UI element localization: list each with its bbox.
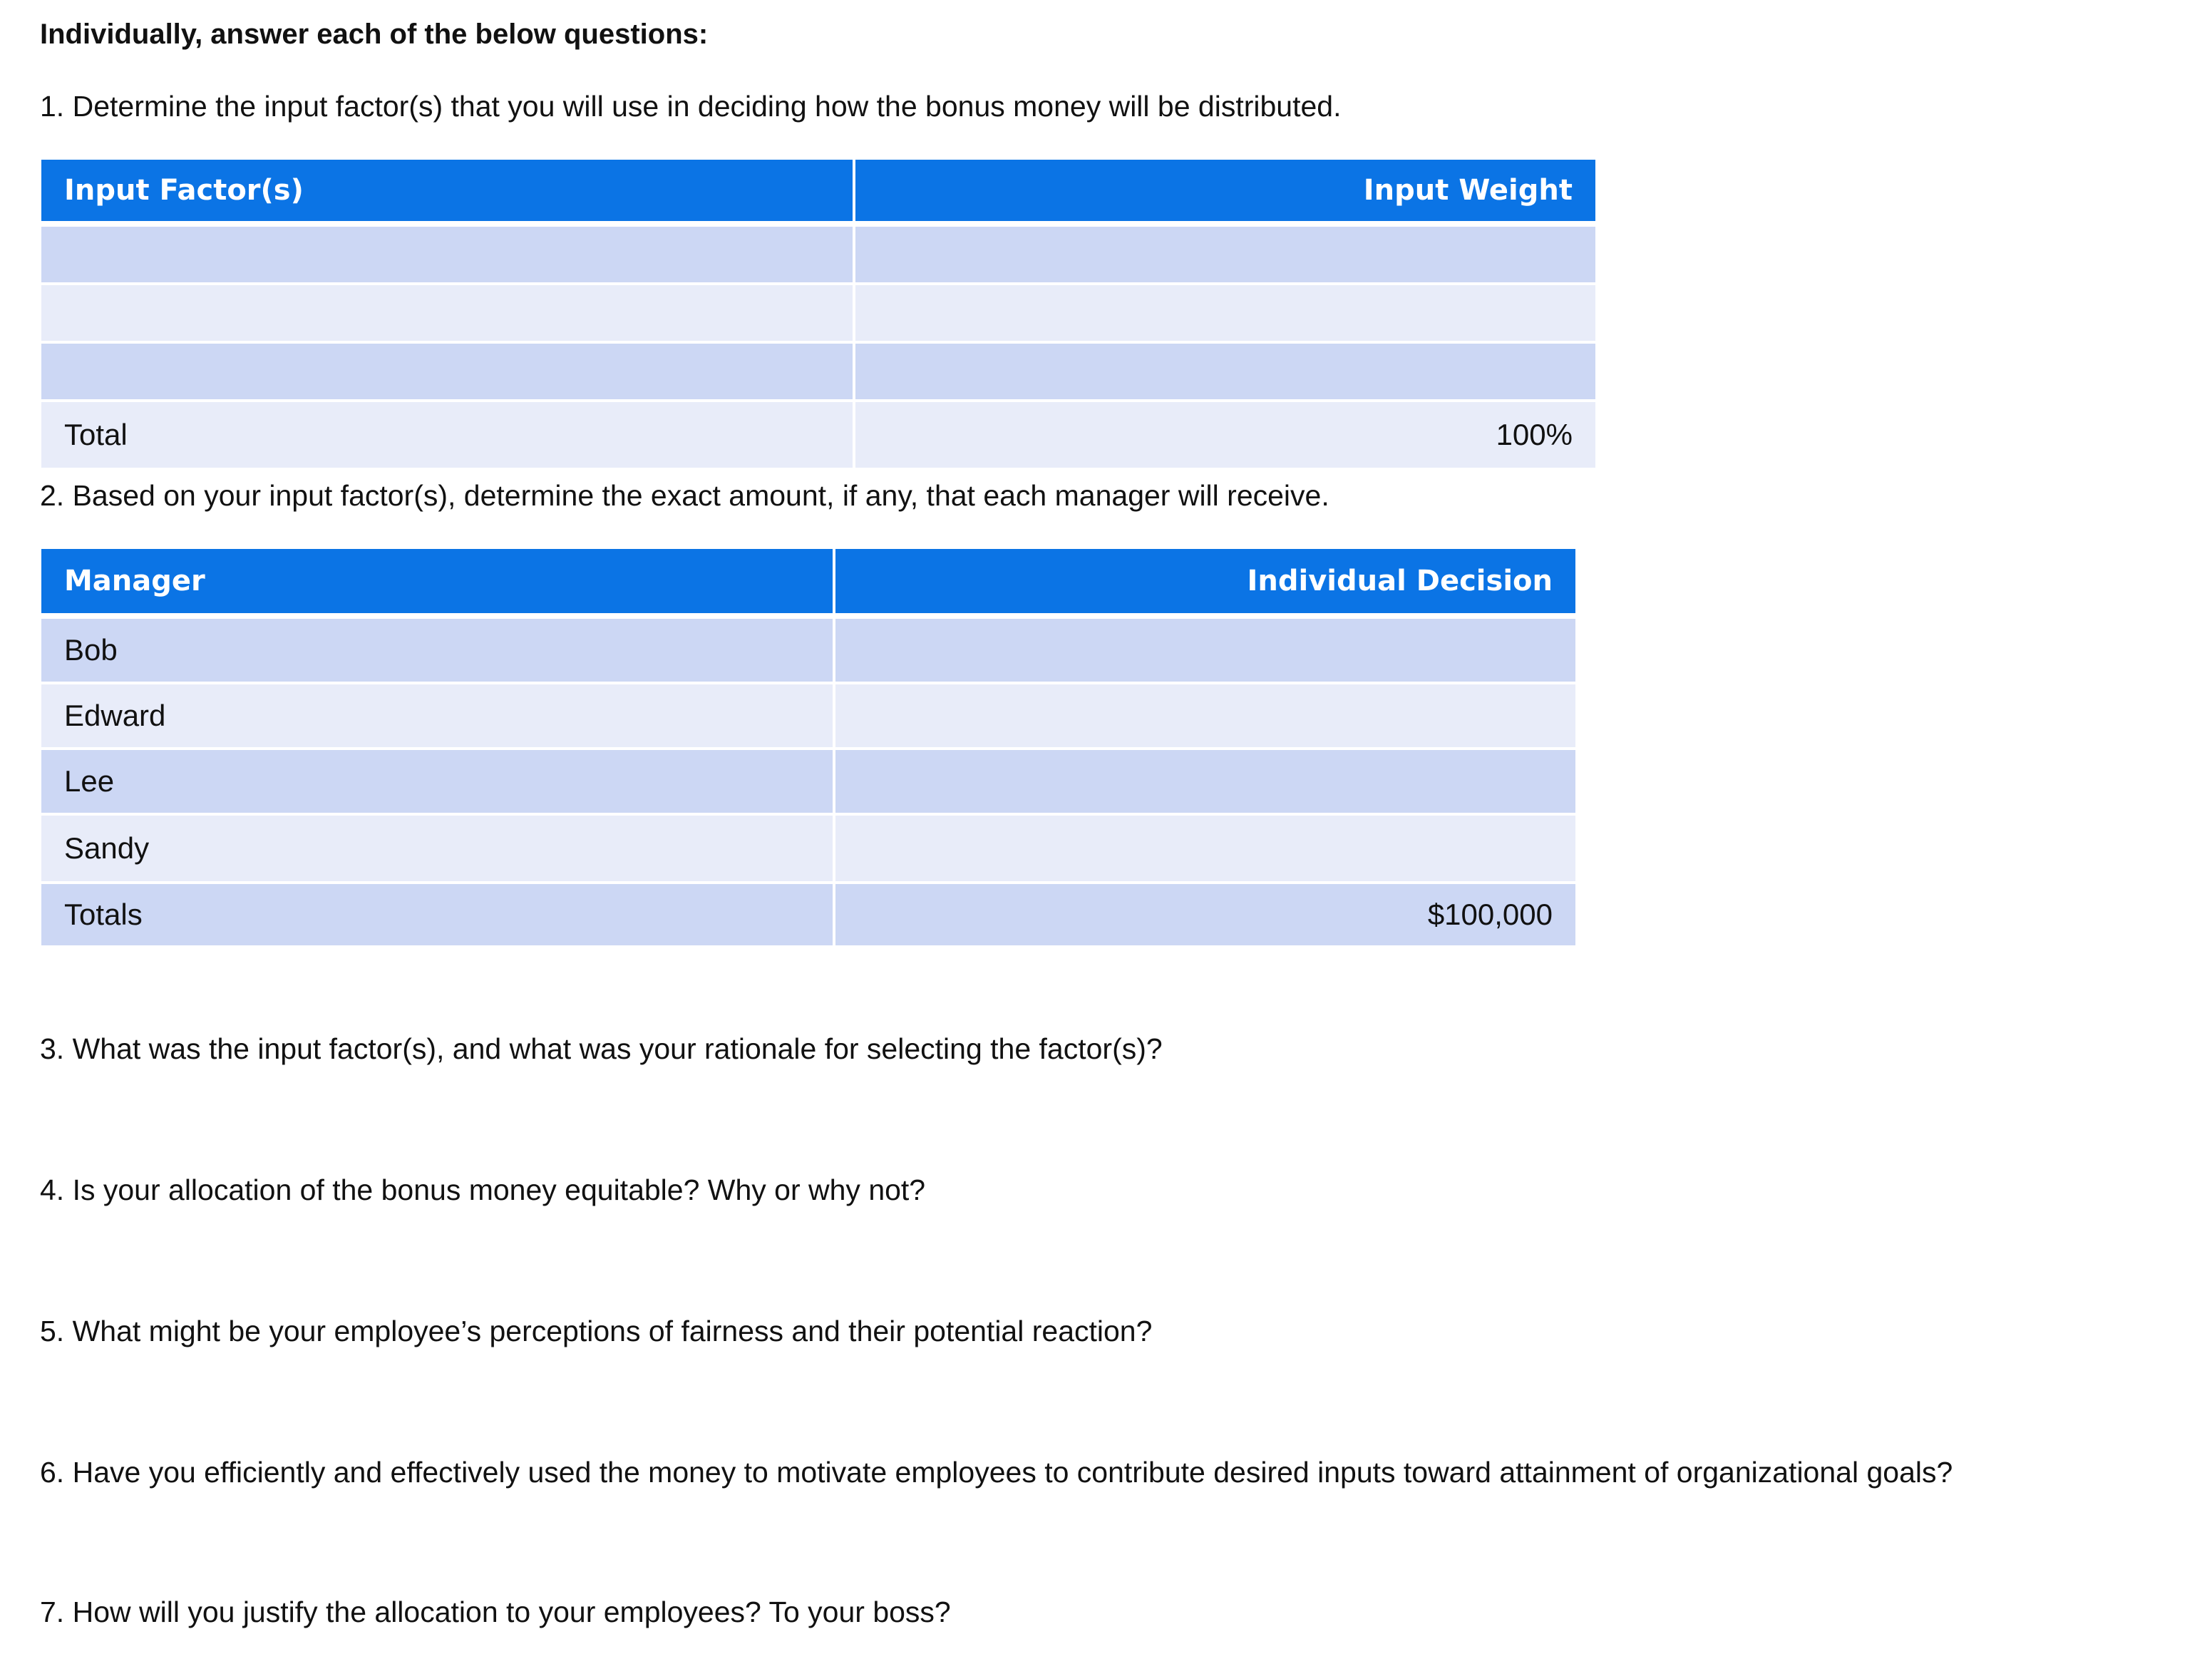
factor-total-label: Total bbox=[41, 402, 855, 468]
weight-cell[interactable] bbox=[855, 227, 1595, 285]
factor-row[interactable] bbox=[41, 285, 1595, 344]
manager-row[interactable] bbox=[41, 750, 1575, 816]
manager-name: Sandy bbox=[41, 816, 835, 884]
question-5: 5. What might be your employee’s perceptions of fairness and their potential reaction? bbox=[40, 1315, 1153, 1347]
managers-header-row bbox=[41, 549, 1575, 619]
manager-row[interactable] bbox=[41, 619, 1575, 684]
factor-row[interactable] bbox=[41, 344, 1595, 402]
question-7: 7. How will you justify the allocation to your employees? To your boss? bbox=[40, 1596, 951, 1628]
input-weight-column-header: Input Weight bbox=[855, 160, 1595, 227]
decision-cell[interactable] bbox=[835, 684, 1575, 750]
factor-cell[interactable] bbox=[41, 227, 855, 285]
managers-total-value: $100,000 bbox=[835, 884, 1575, 945]
decision-cell[interactable] bbox=[835, 750, 1575, 816]
managers-table bbox=[41, 549, 1575, 945]
managers-total-label: Totals bbox=[41, 884, 835, 945]
question-6: 6. Have you efficiently and effectively used the money to motivate employees to contribute desired inputs toward attainment of organizational goals? bbox=[40, 1456, 1953, 1489]
input-factors-header-row bbox=[41, 160, 1595, 227]
factor-cell[interactable] bbox=[41, 285, 855, 344]
individual-decision-column-header: Individual Decision bbox=[835, 549, 1575, 619]
question-4: 4. Is your allocation of the bonus money equitable? Why or why not? bbox=[40, 1173, 926, 1206]
factor-row[interactable] bbox=[41, 227, 1595, 285]
manager-column-header: Manager bbox=[41, 549, 835, 619]
manager-name: Lee bbox=[41, 750, 835, 816]
input-factors-table bbox=[41, 160, 1595, 468]
weight-cell[interactable] bbox=[855, 344, 1595, 402]
managers-total-row bbox=[41, 884, 1575, 945]
factor-total-row bbox=[41, 402, 1595, 468]
decision-cell[interactable] bbox=[835, 816, 1575, 884]
manager-row[interactable] bbox=[41, 684, 1575, 750]
manager-name: Edward bbox=[41, 684, 835, 750]
manager-name: Bob bbox=[41, 619, 835, 684]
decision-cell[interactable] bbox=[835, 619, 1575, 684]
page-heading: Individually, answer each of the below questions: bbox=[40, 19, 709, 50]
question-2: 2. Based on your input factor(s), determine the exact amount, if any, that each manager will receive. bbox=[40, 479, 1329, 512]
question-3: 3. What was the input factor(s), and what was your rationale for selecting the factor(s)? bbox=[40, 1032, 1163, 1065]
factor-total-value: 100% bbox=[855, 402, 1595, 468]
weight-cell[interactable] bbox=[855, 285, 1595, 344]
factor-cell[interactable] bbox=[41, 344, 855, 402]
input-factor-column-header: Input Factor(s) bbox=[41, 160, 855, 227]
question-1: 1. Determine the input factor(s) that you will use in deciding how the bonus money will be distributed. bbox=[40, 90, 1342, 123]
manager-row[interactable] bbox=[41, 816, 1575, 884]
